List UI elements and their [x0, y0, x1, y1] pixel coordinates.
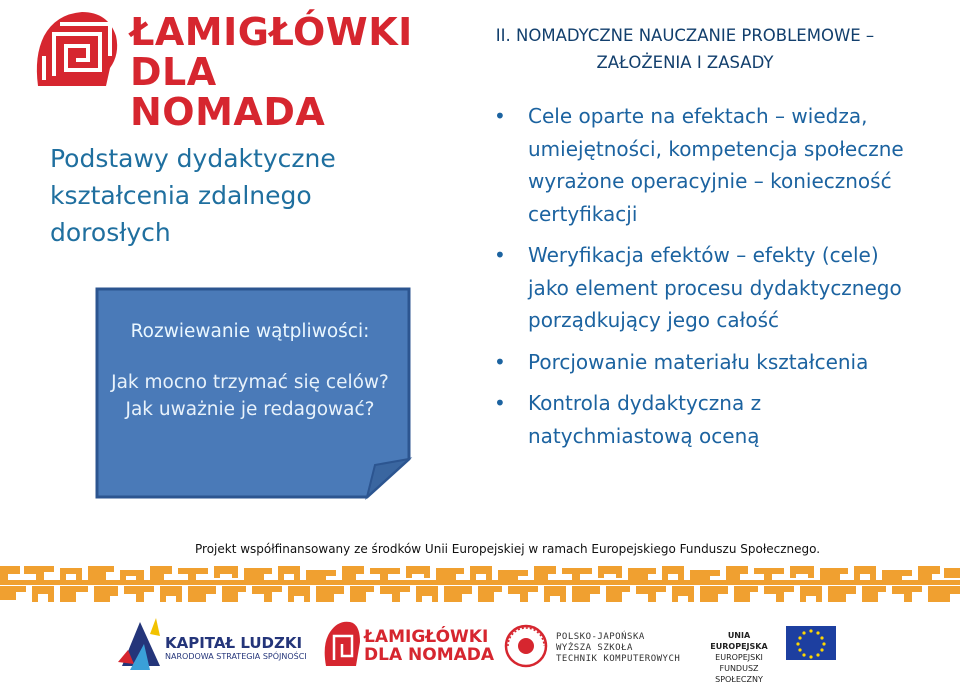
- pjwstk-line-3: TECHNIK KOMPUTEROWYCH: [556, 654, 681, 664]
- lam-small-line-2: DLA NOMADA: [364, 645, 495, 665]
- note-heading: Rozwiewanie wątpliwości:: [130, 321, 370, 342]
- eu-fund-name: [700, 630, 778, 685]
- header-line-1: II. NOMADYCZNE NAUCZANIE PROBLEMOWE –: [495, 26, 875, 45]
- bullet-list: [494, 100, 914, 461]
- pjwstk-emblem-icon: [506, 626, 546, 666]
- note-question-2: Jak uważnie je redagować?: [125, 399, 375, 420]
- eu-line-1: UNIA EUROPEJSKA: [710, 631, 768, 651]
- kapital-ludzki-emblem-icon: [118, 618, 160, 670]
- note-question-1: Jak mocno trzymać się celów?: [111, 372, 389, 393]
- eu-flag-icon: [786, 626, 836, 660]
- pjwstk-line-2: WYŻSZA SZKOŁA: [556, 643, 633, 653]
- bullet-text: Weryfikacja efektów – efekty (cele) jako element procesu dydaktycznego porządkujący jego całość: [528, 243, 902, 332]
- note-text: [110, 318, 390, 423]
- lamiglowki-logo: [30, 0, 413, 134]
- ornament-band: [0, 566, 960, 602]
- small-maze-head-icon: [325, 622, 360, 666]
- logo-line-2: DLA NOMADA: [130, 50, 326, 134]
- kapital-ludzki-title: KAPITAŁ LUDZKI: [165, 634, 303, 652]
- bullet-item: [494, 387, 914, 452]
- bullet-item: [494, 346, 914, 379]
- bullet-text: Cele oparte na efektach – wiedza, umiejętności, kompetencja społeczne wyrażone operacyjnie – konieczność certyfikacji: [528, 104, 904, 226]
- lam-small-line-1: ŁAMIGŁÓWKI: [364, 627, 489, 647]
- pjwstk-line-1: POLSKO-JAPOŃSKA: [556, 632, 645, 642]
- cofinancing-note: Projekt współfinansowany ze środków Unii Europejskiej w ramach Europejskiego Funduszu Społecznego.: [195, 542, 821, 556]
- logo-line-1: ŁAMIGŁÓWKI: [130, 10, 413, 54]
- eu-line-3: FUNDUSZ SPOŁECZNY: [715, 664, 763, 684]
- lamiglowki-small-logo: [364, 628, 494, 664]
- bullet-dot-icon: •: [494, 349, 506, 374]
- pjwstk-name: [556, 632, 680, 665]
- bullet-text: Kontrola dydaktyczna z natychmiastową oceną: [528, 391, 762, 448]
- bullet-dot-icon: •: [494, 391, 506, 415]
- header-line-2: ZAŁOŻENIA I ZASADY: [596, 53, 774, 72]
- bullet-item: [494, 239, 914, 337]
- slide-header: [465, 22, 905, 76]
- section-title: Podstawy dydaktyczne kształcenia zdalnego dorosłych: [50, 144, 336, 247]
- bullet-dot-icon: •: [494, 104, 506, 128]
- bullet-item: [494, 100, 914, 230]
- eu-line-2: EUROPEJSKI: [715, 653, 763, 662]
- kapital-ludzki-subtitle: NARODOWA STRATEGIA SPÓJNOŚCI: [165, 652, 307, 661]
- bullet-text: Porcjowanie materiału kształcenia: [528, 349, 869, 374]
- maze-head-icon: [30, 6, 122, 92]
- bullet-dot-icon: •: [494, 243, 506, 267]
